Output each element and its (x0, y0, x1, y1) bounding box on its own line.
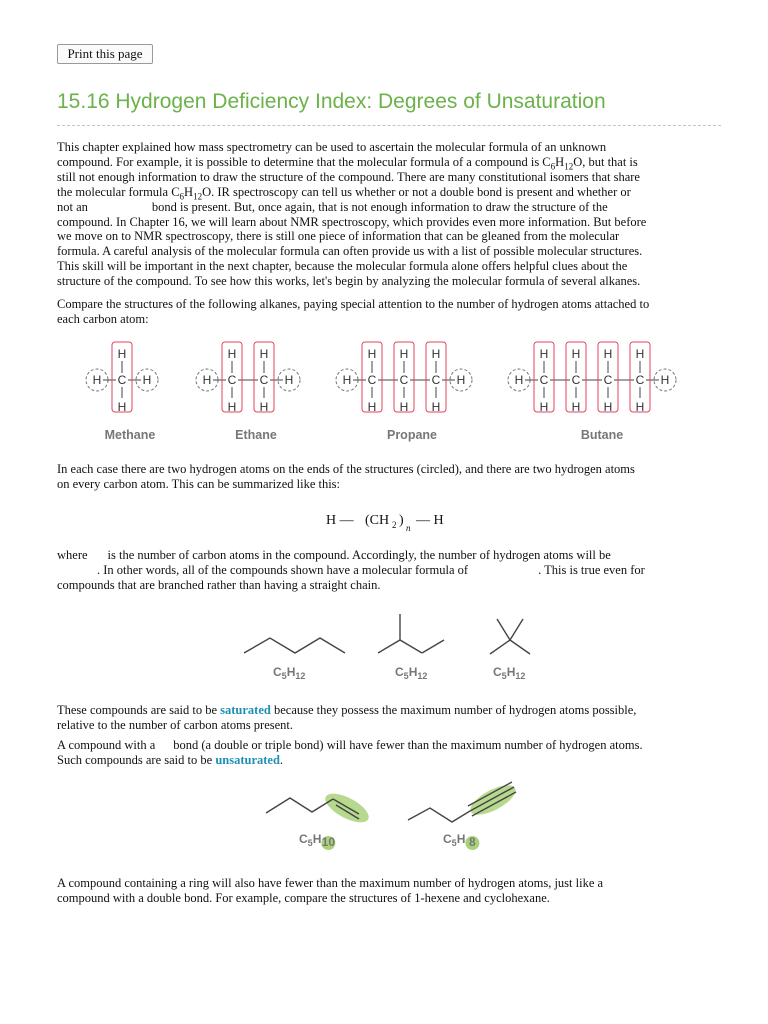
unsaturated-line: A compound with a bond (a double or triple bond) will have fewer than the maximum number of hydrogen atoms. (57, 738, 643, 752)
carbon-atom: C (367, 373, 377, 387)
saturated-term: saturated (220, 703, 271, 717)
hydrogen-atom: H (342, 373, 352, 387)
ends-line: In each case there are two hydrogen atoms on the ends of the structures (circled), and there are two hydrogen atoms (57, 462, 635, 476)
ring-line: A compound containing a ring will also have fewer than the maximum number of hydrogen atoms, just like a (57, 876, 604, 890)
formula-right: — H (416, 513, 444, 528)
general-formula (300, 505, 480, 537)
neopentane-bond (490, 640, 510, 654)
double-bond-highlight (321, 788, 373, 828)
print-page-button[interactable]: Print this page (57, 44, 153, 64)
alkene-skeleton (266, 798, 333, 813)
intro-line: not an bond is present. But, once again, that is not enough information to draw the structure of the (57, 199, 608, 214)
h-count-subscript: 8 (469, 835, 476, 849)
intro-line: structure of the compound. To see how this works, let's begin by analyzing the molecular formula of several alkanes. (57, 274, 641, 289)
neopentane-bond (510, 619, 523, 640)
compare-paragraph (57, 297, 725, 327)
hydrogen-atom: H (92, 373, 102, 387)
hydrogen-atom: H (514, 373, 524, 387)
carbon-atom: C (117, 373, 127, 387)
hydrogen-atom: H (603, 347, 613, 361)
intro-line: we move on to NMR spectroscopy, there is still one piece of information that can be gleaned from the molecular (57, 229, 620, 244)
hydrogen-atom: H (259, 400, 269, 414)
carbon-atom: C (227, 373, 237, 387)
hydrogen-atom: H (603, 400, 613, 414)
hydrogen-atom: H (142, 373, 152, 387)
hydrogen-atom: H (202, 373, 212, 387)
unsaturated-paragraph (57, 738, 725, 768)
carbon-atom: C (571, 373, 581, 387)
where-line: . In other words, all of the compounds shown have a molecular formula of . This is true even for (97, 562, 645, 577)
alkyne-skeleton (408, 808, 470, 822)
hydrogen-atom: H (117, 400, 127, 414)
ends-line: on every carbon atom. This can be summarized like this: (57, 476, 341, 491)
where-paragraph (57, 548, 725, 593)
compare-line: each carbon atom: (57, 311, 149, 326)
hydrogen-atom: H (399, 347, 409, 361)
intro-line: This skill will be important in the next chapter, because the molecular formula alone offers helpful clues about the (57, 259, 628, 274)
isopentane-tail (422, 640, 444, 653)
carbon-atom: C (539, 373, 549, 387)
hydrogen-atom: H (539, 400, 549, 414)
carbon-atom: C (259, 373, 269, 387)
hydrogen-atom: H (431, 347, 441, 361)
hydrogen-atom: H (635, 400, 645, 414)
title-divider (57, 125, 721, 126)
hydrogen-atom: H (227, 400, 237, 414)
intro-paragraph (57, 140, 725, 289)
alkene-formula: $C_5H$ (299, 832, 322, 848)
neopentane-bond (510, 640, 530, 654)
unsaturated-line: Such compounds are said to be unsaturated. (57, 752, 284, 767)
hydrogen-atom: H (284, 373, 294, 387)
hydrogen-atom: H (399, 400, 409, 414)
ring-line: compound with a double bond. For example, compare the structures of 1-hexene and cyclohexane. (57, 890, 550, 905)
carbon-atom: C (431, 373, 441, 387)
molecule-label: Ethane (235, 428, 277, 442)
molecule-label: Propane (386, 428, 438, 442)
pentane-skeleton (244, 638, 345, 653)
molecular-formula: $C_5H_{12}$ (273, 665, 306, 681)
intro-line: still not enough information to draw the structure of the compound. There are many constitutional isomers that share (57, 169, 640, 184)
intro-line: compound. In Chapter 16, we will learn about NMR spectroscopy, which provides even more information. But before (57, 214, 647, 229)
intro-line: formula. A careful analysis of the molecular formula can often provide us with a list of possible molecular structures. (57, 244, 643, 259)
saturated-line: These compounds are said to be saturated because they possess the maximum number of hydrogen atoms possible, (57, 703, 637, 717)
page-title: 15.16 Hydrogen Deficiency Index: Degrees of Unsaturation (57, 90, 606, 113)
hydrogen-atom: H (259, 347, 269, 361)
formula-subscript-n: n (406, 523, 411, 533)
isopentane-skeleton (378, 640, 422, 653)
formula-left: H — (326, 513, 354, 528)
molecular-formula: $C_5H_{12}$ (493, 665, 526, 681)
saturated-paragraph (57, 703, 725, 733)
hydrogen-atom: H (431, 400, 441, 414)
hydrogen-atom: H (117, 347, 127, 361)
formula-subscript-2: 2 (392, 520, 397, 530)
hydrogen-atom: H (367, 400, 377, 414)
saturated-line: relative to the number of carbon atoms present. (57, 717, 294, 732)
hydrogen-atom: H (227, 347, 237, 361)
hydrogen-atom: H (660, 373, 670, 387)
where-line: compounds that are branched rather than having a straight chain. (57, 577, 381, 592)
where-line: where is the number of carbon atoms in the compound. Accordingly, the number of hydrogen atoms will be (57, 548, 611, 562)
molecule-label: Butane (580, 428, 624, 442)
hydrogen-atom: H (635, 347, 645, 361)
intro-line: This chapter explained how mass spectrometry can be used to ascertain the molecular formula of an unknown (57, 140, 607, 154)
neopentane-bond (497, 619, 510, 640)
hydrogen-atom: H (456, 373, 466, 387)
ring-paragraph (57, 876, 725, 906)
alkane-structures-figure (0, 336, 768, 448)
carbon-atom: C (399, 373, 409, 387)
intro-line: compound. For example, it is possible to determine that the molecular formula of a compound is $C_6H_{12}O$, but that is (57, 154, 638, 172)
molecule-label: Methane (104, 428, 156, 442)
compare-line: Compare the structures of the following alkanes, paying special attention to the number of hydrogen atoms attached to (57, 297, 650, 311)
formula-close: ) (399, 513, 404, 528)
hydrogen-atom: H (539, 347, 549, 361)
ends-paragraph (57, 462, 725, 492)
h-count-subscript: 10 (321, 835, 336, 849)
hydrogen-atom: H (571, 347, 581, 361)
formula-group: (CH (365, 513, 390, 528)
alkyne-formula: $C_5H$ (443, 832, 466, 848)
unsaturated-examples-figure (0, 780, 768, 855)
molecular-formula: $C_5H_{12}$ (395, 665, 428, 681)
carbon-atom: C (635, 373, 645, 387)
hydrogen-atom: H (571, 400, 581, 414)
intro-line: the molecular formula $C_6H_{12}O$. IR spectroscopy can tell us whether or not a double bond is present and whether or (57, 184, 631, 202)
branched-isomers-figure (0, 605, 768, 685)
hydrogen-atom: H (367, 347, 377, 361)
carbon-atom: C (603, 373, 613, 387)
unsaturated-term: unsaturated (215, 752, 280, 767)
